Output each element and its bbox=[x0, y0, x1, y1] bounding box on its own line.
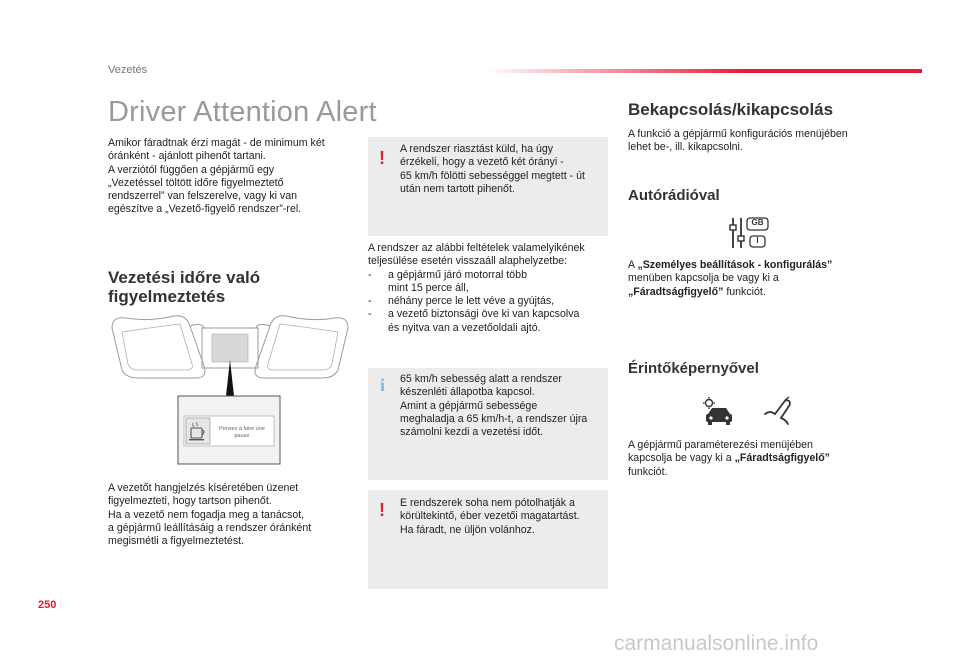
warning-line: érzékeli, hogy a vezető két órányi - bbox=[400, 156, 564, 169]
text-span: funkciót. bbox=[723, 285, 766, 298]
activation-heading: Bekapcsolás/kikapcsolás bbox=[628, 100, 834, 119]
touch-line bbox=[628, 452, 868, 465]
safety-line: E rendszerek soha nem pótolhatják a bbox=[400, 497, 575, 509]
driving-time-heading bbox=[108, 268, 260, 306]
cluster-message-line: Pensez à faire une bbox=[219, 426, 265, 432]
safety-line: Ha fáradt, ne üljön volánhoz. bbox=[400, 523, 535, 536]
warning-icon: ! bbox=[379, 148, 385, 168]
touch-paragraph bbox=[628, 439, 868, 479]
gb-badge: GB bbox=[751, 218, 764, 227]
touchscreen-heading: Érintőképernyővel bbox=[628, 360, 759, 377]
reset-intro-line: teljesülése esetén visszaáll alaphelyzetbe: bbox=[368, 255, 568, 268]
alert-line: figyelmezteti, hogy tartson pihenőt. bbox=[108, 495, 272, 508]
function-name: „Fáradtságfigyelő” bbox=[628, 285, 724, 298]
touch-line: funkciót. bbox=[628, 465, 668, 478]
page-title: Driver Attention Alert bbox=[108, 96, 377, 128]
reset-conditions bbox=[368, 242, 610, 335]
i-badge: I bbox=[756, 236, 759, 245]
heading-line: figyelmeztetés bbox=[108, 287, 226, 306]
instrument-cluster-illustration bbox=[108, 308, 352, 468]
warning-line: után nem tartott pihenőt. bbox=[400, 182, 515, 195]
alert-line: A vezetőt hangjelzés kíséretében üzenet bbox=[108, 482, 299, 494]
intro-line: Amikor fáradtnak érzi magát - de minimum két bbox=[108, 137, 325, 149]
list-item bbox=[368, 308, 610, 335]
touch-line: A gépjármű paraméterezési menüjében bbox=[628, 439, 813, 451]
info-icon: i bbox=[380, 375, 386, 395]
heading-line: Vezetési időre való bbox=[108, 268, 261, 287]
info-line: készenléti állapotba kapcsol. bbox=[400, 386, 535, 399]
warning-text bbox=[400, 143, 606, 196]
alert-line: Ha a vezető nem fogadja meg a tanácsot, bbox=[108, 508, 305, 521]
info-line: meghaladja a 65 km/h-t, a rendszer újra bbox=[400, 412, 588, 425]
list-item-line: - néhány perce le lett véve a gyújtás, bbox=[388, 295, 555, 308]
cluster-message-line: pause bbox=[234, 433, 250, 439]
warning-line: 65 km/h fölötti sebességgel megtett - út bbox=[400, 169, 585, 182]
intro-line: egészítve a „Vezető-figyelő rendszer”-rel. bbox=[108, 203, 302, 216]
activation-line: A funkció a gépjármű konfigurációs menüjében bbox=[628, 128, 848, 140]
info-line: Amint a gépjármű sebessége bbox=[400, 399, 538, 412]
intro-line: óránként - ajánlott pihenőt tartani. bbox=[108, 150, 266, 163]
coffee-cup-icon bbox=[188, 420, 208, 442]
section-label: Vezetés bbox=[108, 64, 148, 76]
warning-line: A rendszer riasztást küld, ha úgy bbox=[400, 143, 554, 155]
intro-line: rendszerrel” van felszerelve, vagy ki van bbox=[108, 190, 298, 203]
list-item bbox=[368, 295, 610, 308]
menu-name: „Személyes beállítások - konfigurálás” bbox=[637, 259, 833, 271]
alert-line: a gépjármű leállításáig a rendszer óránként bbox=[108, 521, 312, 534]
radio-paragraph bbox=[628, 259, 868, 299]
alert-line: megismétli a figyelmeztetést. bbox=[108, 535, 245, 548]
info-line: 65 km/h sebesség alatt a rendszer bbox=[400, 373, 562, 385]
page-number: 250 bbox=[38, 599, 57, 611]
info-line: számolni kezdi a vezetési időt. bbox=[400, 426, 544, 439]
list-item-line: mint 15 perce áll, bbox=[388, 281, 469, 294]
safety-text bbox=[400, 497, 606, 537]
function-name: „Fáradtságfigyelő” bbox=[734, 452, 830, 465]
watermark-text: carmanualsonline.info bbox=[614, 632, 819, 655]
list-item-line: és nyitva van a vezetőoldali ajtó. bbox=[388, 321, 541, 334]
steering-hand-icon bbox=[762, 396, 796, 428]
text-span: A bbox=[628, 259, 638, 271]
list-item-line: - a gépjármű járó motorral több bbox=[388, 268, 527, 281]
list-item bbox=[368, 269, 610, 296]
reset-intro-line: A rendszer az alábbi feltételek valamelyikének bbox=[368, 242, 585, 254]
intro-paragraph bbox=[108, 137, 348, 217]
info-text bbox=[400, 373, 606, 439]
activation-intro bbox=[628, 128, 868, 155]
radio-line: menüben kapcsolja be vagy ki a bbox=[628, 272, 779, 285]
reset-list bbox=[368, 269, 610, 335]
radio-heading: Autórádióval bbox=[628, 187, 720, 204]
list-item-line: - a vezető biztonsági öve ki van kapcsolva bbox=[388, 308, 580, 321]
warning-icon: ! bbox=[379, 500, 385, 520]
safety-line: körültekintő, éber vezetői magatartást. bbox=[400, 510, 580, 523]
intro-line: „Vezetéssel töltött időre figyelmeztető bbox=[108, 176, 284, 189]
header-rule bbox=[486, 69, 922, 73]
alert-paragraph bbox=[108, 482, 348, 548]
cluster-message bbox=[212, 426, 272, 440]
car-settings-icon bbox=[700, 396, 736, 428]
text-span: kapcsolja be vagy ki a bbox=[628, 452, 735, 465]
radio-line bbox=[628, 286, 868, 299]
intro-line: A verziótól függően a gépjármű egy bbox=[108, 163, 275, 176]
radio-line bbox=[628, 259, 868, 272]
activation-line: lehet be-, ill. kikapcsolni. bbox=[628, 141, 743, 154]
